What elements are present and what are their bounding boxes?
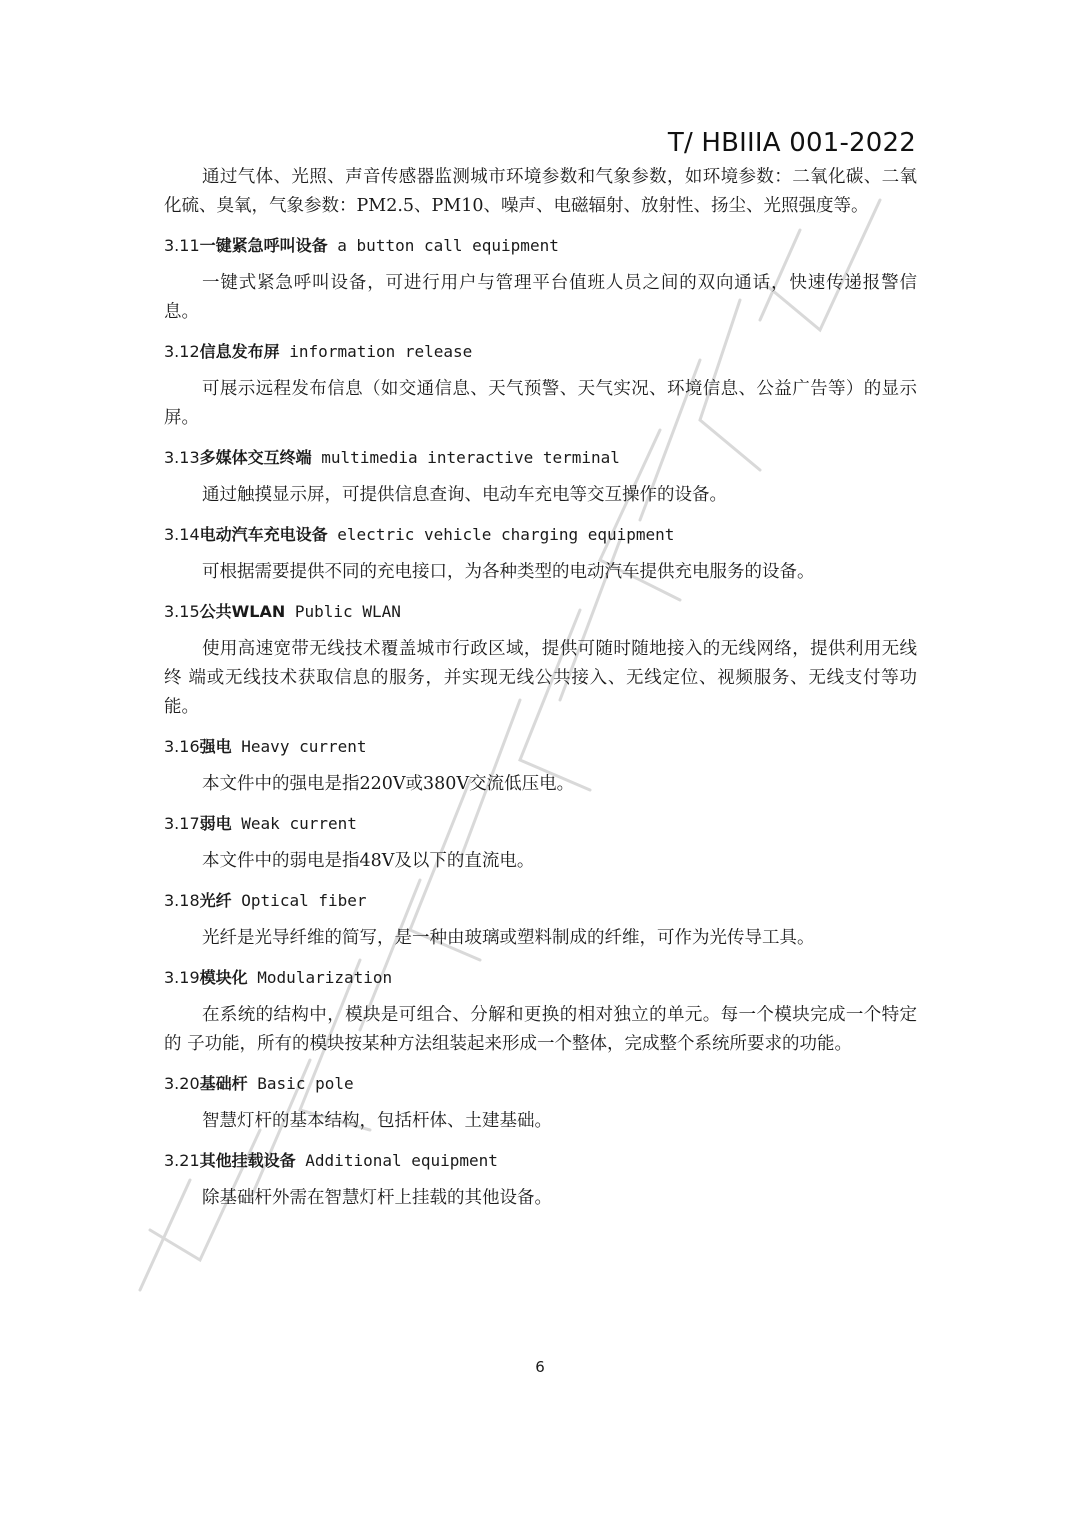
section-title-en: Additional equipment (305, 1151, 498, 1170)
section-body: 通过触摸显示屏，可提供信息查询、电动车充电等交互操作的设备。 (202, 485, 727, 505)
section-number: 3.21 (164, 1151, 200, 1170)
section-number: 3.11 (164, 236, 200, 255)
section-title-en: Heavy current (241, 737, 367, 756)
section-title-cn: 信息发布屏 (199, 342, 280, 361)
term-sections (164, 235, 917, 1213)
section-title-en: Weak current (241, 814, 357, 833)
section-heading (164, 890, 917, 912)
document-body (164, 163, 917, 1213)
section-heading (164, 813, 917, 835)
section-heading (164, 341, 917, 363)
section-title-cn: 电动汽车充电设备 (199, 525, 328, 544)
section-title-cn: 基础杆 (199, 1074, 248, 1093)
section-body: 除基础杆外需在智慧灯杆上挂载的其他设备。 (202, 1188, 552, 1208)
section-number: 3.18 (164, 891, 200, 910)
section-number: 3.19 (164, 968, 200, 987)
section-heading (164, 1150, 917, 1172)
section-title-en: Modularization (257, 968, 393, 987)
section-title-en: multimedia interactive terminal (321, 448, 620, 467)
section-title-cn: 弱电 (199, 814, 232, 833)
section-number: 3.17 (164, 814, 200, 833)
document-code: T/ HBIIIA 001-2022 (667, 128, 916, 158)
section-title-cn: 一键紧急呼叫设备 (199, 236, 328, 255)
section-body: 使用高速宽带无线技术覆盖城市行政区域，提供可随时随地接入的无线网络，提供利用无线终 端或无线技术获取信息的服务，并实现无线公共接入、无线定位、视频服务、无线支付等功能。 (164, 639, 917, 717)
section-number: 3.13 (164, 448, 200, 467)
section-title-cn: 多媒体交互终端 (199, 448, 312, 467)
section-heading (164, 1073, 917, 1095)
page-number: 6 (535, 1358, 545, 1376)
section-number: 3.16 (164, 737, 200, 756)
section-body: 一键式紧急呼叫设备，可进行用户与管理平台值班人员之间的双向通话，快速传递报警信息。 (164, 273, 917, 322)
section-number: 3.14 (164, 525, 200, 544)
section-heading (164, 524, 917, 546)
section-title-en: Optical fiber (241, 891, 367, 910)
section-body: 可展示远程发布信息（如交通信息、天气预警、天气实况、环境信息、公益广告等）的显示屏。 (164, 379, 917, 428)
section-title-cn: 强电 (199, 737, 232, 756)
section-heading (164, 736, 917, 758)
section-title-cn: 公共WLAN (199, 602, 286, 621)
section-body: 光纤是光导纤维的简写，是一种由玻璃或塑料制成的纤维，可作为光传导工具。 (202, 928, 815, 948)
section-heading (164, 235, 917, 257)
section-heading (164, 447, 917, 469)
section-number: 3.20 (164, 1074, 200, 1093)
section-title-cn: 模块化 (199, 968, 248, 987)
section-title-en: Public WLAN (294, 602, 401, 621)
section-body: 本文件中的弱电是指48V及以下的直流电。 (202, 851, 535, 871)
section-heading (164, 601, 917, 623)
section-title-en: electric vehicle charging equipment (337, 525, 675, 544)
section-number: 3.15 (164, 602, 200, 621)
section-number: 3.12 (164, 342, 200, 361)
intro-paragraph: 通过气体、光照、声音传感器监测城市环境参数和气象参数，如环境参数：二氧化碳、二氧化硫、臭氧，气象参数：PM2.5、PM10、噪声、电磁辐射、放射性、扬尘、光照强度等。 (164, 167, 917, 216)
section-body: 在系统的结构中，模块是可组合、分解和更换的相对独立的单元。每一个模块完成一个特定的 子功能，所有的模块按某种方法组装起来形成一个整体，完成整个系统所要求的功能。 (164, 1005, 917, 1054)
section-title-en: a button call equipment (337, 236, 559, 255)
section-body: 可根据需要提供不同的充电接口，为各种类型的电动汽车提供充电服务的设备。 (202, 562, 815, 582)
section-body: 智慧灯杆的基本结构，包括杆体、土建基础。 (202, 1111, 552, 1131)
section-title-en: Basic pole (257, 1074, 354, 1093)
section-body: 本文件中的强电是指220V或380V交流低压电。 (202, 774, 575, 794)
section-heading (164, 967, 917, 989)
section-title-cn: 光纤 (199, 891, 232, 910)
section-title-en: information release (289, 342, 473, 361)
section-title-cn: 其他挂载设备 (199, 1151, 296, 1170)
